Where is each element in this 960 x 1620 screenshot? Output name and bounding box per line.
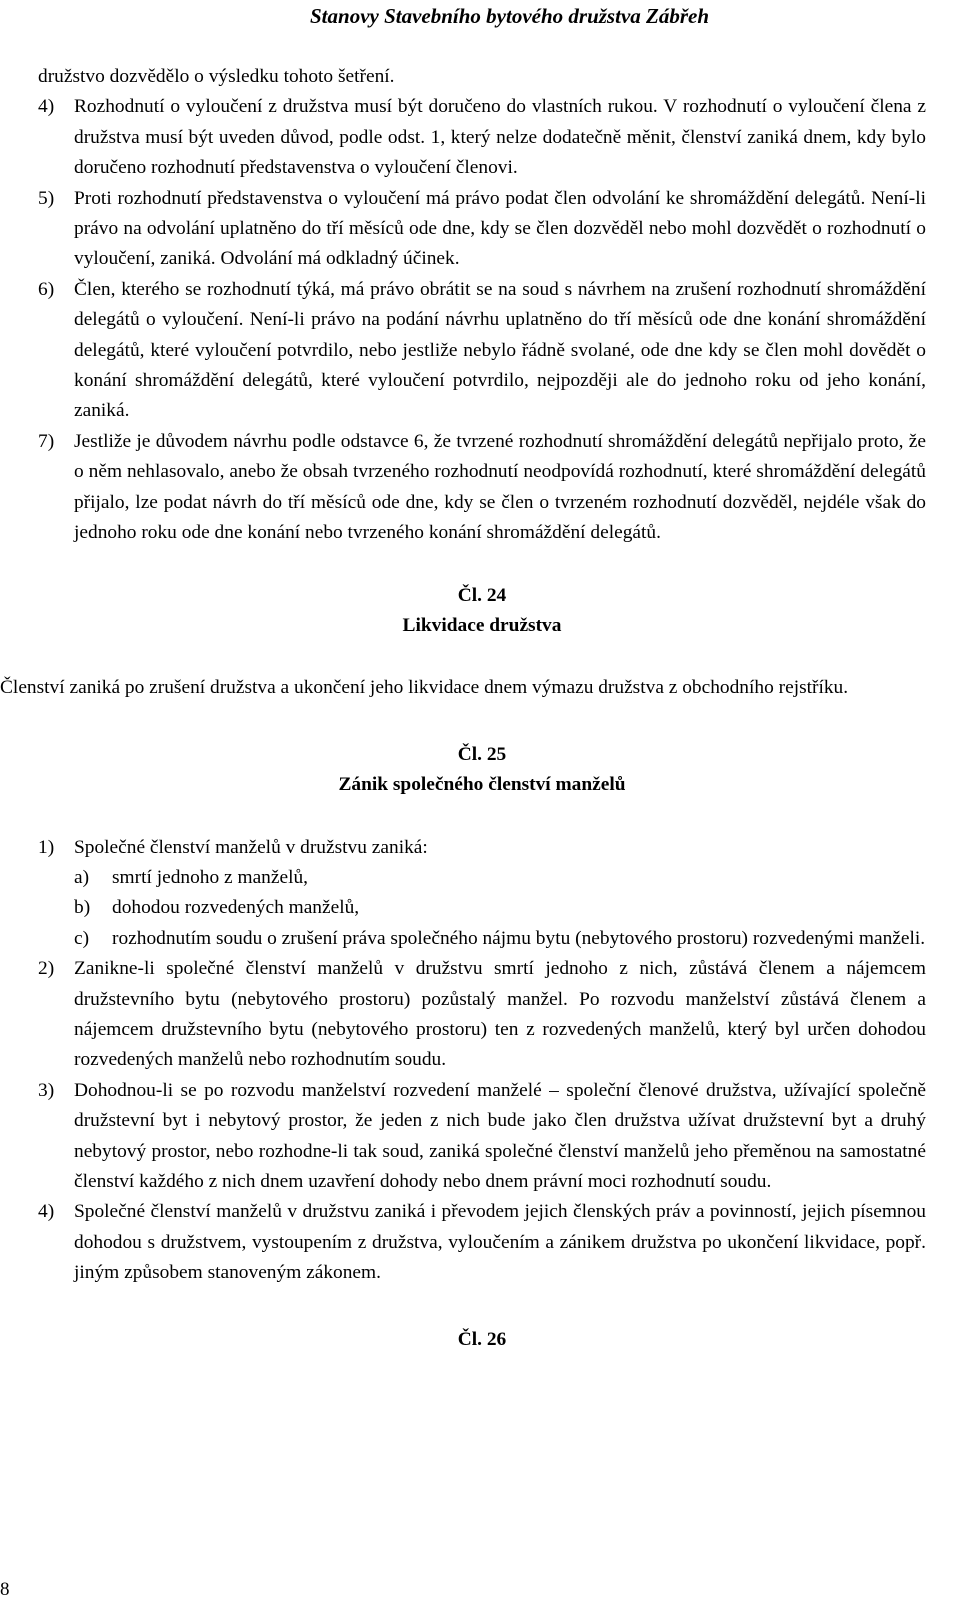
list-item (38, 427, 926, 549)
list-item (38, 954, 926, 1076)
item-text: Jestliže je důvodem návrhu podle odstavce 6, že tvrzené rozhodnutí shromáždění delegátů nepřijalo proto, že o něm nehlasovalo, anebo že obsah tvrzeného rozhodnutí neodpovídá rozhodnutí, které shromáždění delegátů přijalo, lze podat návrh do tří měsíců ode dne, kdy se člen o tvrzeném rozhodnutí dozvěděl, nejdéle však do jednoho roku ode dne konání nebo tvrzeného konání shromáždění delegátů. (74, 430, 926, 544)
list-item (38, 275, 926, 427)
item-text: Proti rozhodnutí představenstva o vyloučení má právo podat člen odvolání ke shromáždění delegátů. Není-li právo na odvolání uplatněno do tří měsíců ode dne, kdy se člen dozvěděl nebo mohl dozvědět o rozhodnutí o vyloučení, zaniká. Odvolání má odkladný účinek. (74, 187, 926, 270)
article-26-number: Čl. 26 (457, 1328, 507, 1350)
list-item (38, 833, 926, 863)
article-25-title: Zánik společného členství manželů (338, 774, 626, 796)
sub-item-letter: a) (74, 866, 90, 888)
item-text: Společné členství manželů v družstvu zaniká i převodem jejich členských práv a povinností, jejich písemnou dohodou s družstvem, vystoupením z družstva, vyloučením a zánikem družstva po ukončení likvidace, popř. jiným způsobem stanoveným zákonem. (74, 1201, 926, 1284)
sub-item-letter: b) (74, 897, 91, 919)
document-body (0, 62, 926, 1355)
list-item (38, 184, 926, 275)
list-item (38, 1197, 926, 1288)
sub-item-text: dohodou rozvedených manželů, (112, 897, 360, 919)
item-text: Dohodnou-li se po rozvodu manželství rozvedení manželé – společní členové družstva, užívající společně družstevní byt i nebytový prostor, že jeden z nich bude jako člen družstva užívat družstevní byt a druhý nebytový prostor, nebo rozhodne-li tak soud, zaniká společné členství manželů jeho přeměnou na samostatné členství každého z nich dnem uzavření dohody nebo dnem právní moci rozhodnutí soudu. (74, 1079, 926, 1192)
sub-item-text: rozhodnutím soudu o zrušení práva společného nájmu bytu (nebytového prostoru) rozvedenými manželi. (112, 927, 926, 949)
item-number: 1) (38, 836, 55, 858)
page-number: 8 (0, 1579, 10, 1600)
article-24-text: Členství zaniká po zrušení družstva a ukončení jeho likvidace dnem výmazu družstva z obchodního rejstříku. (0, 677, 849, 699)
item-text: Zanikne-li společné členství manželů v družstvu smrtí jednoho z nich, zůstává členem a nájemcem družstevního bytu (nebytového prostoru) pozůstalý manžel. Po rozvodu manželství zůstává členem a nájemcem družstevního bytu (nebytového prostoru) ten z rozvedených manželů, který byl určen dohodou rozvedených manželů nebo rozhodnutím soudu. (74, 958, 926, 1071)
continuation-text: družstvo dozvědělo o výsledku tohoto šetření. (38, 66, 395, 87)
item-number: 6) (38, 278, 55, 300)
item-text: Rozhodnutí o vyloučení z družstva musí být doručeno do vlastních rukou. V rozhodnutí o vyloučení člena z družstva musí být uveden důvod, podle odst. 1, který nelze dodatečně měnit, členství zaniká dnem, kdy bylo doručeno rozhodnutí představenstva o vyloučení členovi. (74, 96, 926, 179)
running-header: Stanovy Stavebního bytového družstva Zábřeh (310, 4, 710, 28)
article-25-number: Čl. 25 (457, 743, 507, 765)
item-text: Společné členství manželů v družstvu zaniká: (74, 836, 428, 858)
item-number: 2) (38, 958, 55, 980)
item-number: 4) (38, 1201, 55, 1223)
item-number: 5) (38, 187, 55, 209)
item-text: Člen, kterého se rozhodnutí týká, má právo obrátit se na soud s návrhem na zrušení rozhodnutí shromáždění delegátů o vyloučení. Není-li právo na podání návrhu uplatněno do tří měsíců ode dne konání shromáždění delegátů, které vyloučení potvrdilo, nebo jestliže nebylo řádně svolané, ode dne kdy se člen mohl dovědět o konání shromáždění delegátů, které vyloučení potvrdilo, nejpozději ale do jednoho roku od jeho konání, zaniká. (74, 278, 926, 422)
sub-item (38, 893, 926, 923)
article-24-title: Likvidace družstva (402, 614, 562, 636)
item-number: 3) (38, 1079, 55, 1101)
article-24-number: Čl. 24 (457, 584, 507, 606)
sub-item (38, 863, 926, 893)
list-item (38, 92, 926, 183)
item-number: 4) (38, 96, 55, 118)
sub-item-letter: c) (74, 927, 90, 949)
item-number: 7) (38, 430, 55, 452)
sub-item (38, 924, 926, 954)
sub-item-text: smrtí jednoho z manželů, (112, 866, 309, 888)
list-item (38, 1076, 926, 1198)
